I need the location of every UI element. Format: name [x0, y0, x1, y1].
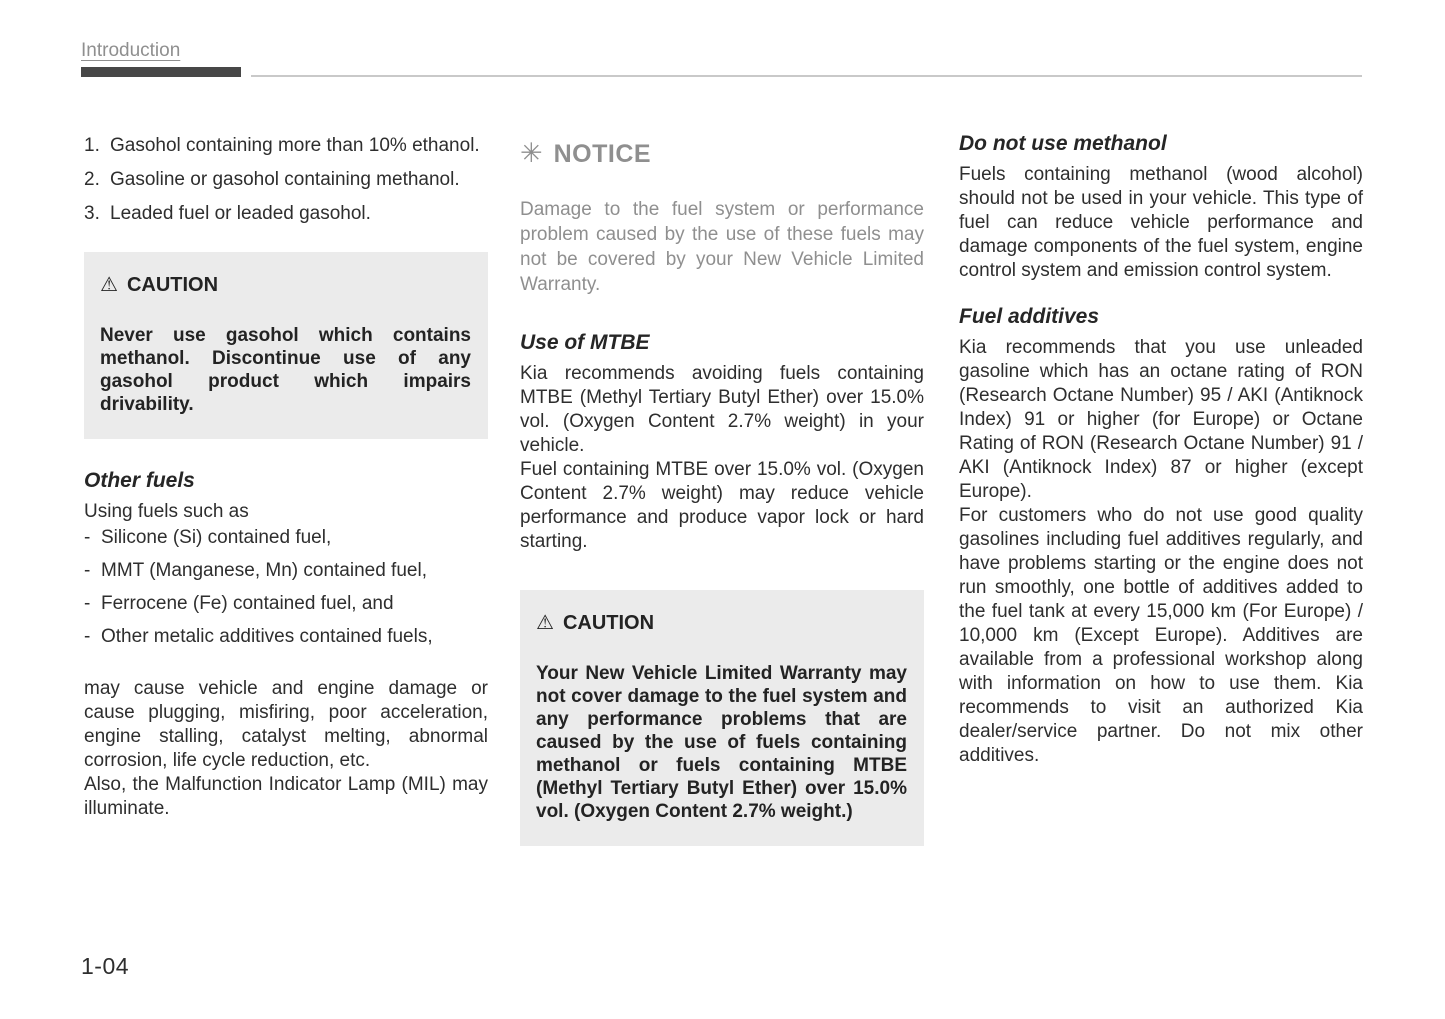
bullet-text: Ferrocene (Fe) contained fuel, and: [101, 593, 394, 614]
numbered-list-item: [84, 202, 488, 226]
caution-box: [84, 252, 488, 439]
page-header: [81, 40, 1362, 77]
bullet-text: Silicone (Si) contained fuel,: [101, 527, 332, 548]
section-heading: Do not use methanol: [959, 132, 1167, 155]
notice-body: Damage to the fuel system or performance problem caused by the use of these fuels may not be covered by your New Vehicle Limited Warranty.: [520, 199, 924, 295]
dash-marker: -: [84, 593, 91, 614]
list-item-text: Leaded fuel or leaded gasohol.: [110, 203, 371, 224]
header-rule: [251, 75, 1362, 77]
notice-icon: ✳: [520, 138, 543, 168]
caution-title-text: CAUTION: [126, 274, 219, 296]
section-heading: Fuel additives: [959, 305, 1100, 328]
bullet-text: Other metalic additives contained fuels,: [101, 626, 433, 647]
numbered-list-item: [84, 168, 488, 192]
page-number: 1-04: [81, 953, 130, 979]
paragraph: Using fuels such as: [84, 501, 249, 522]
paragraph: Also, the Malfunction Indicator Lamp (MIL) may illuminate.: [84, 774, 488, 819]
bullet-item: [84, 526, 488, 550]
caution-body: Your New Vehicle Limited Warranty may not cover damage to the fuel system and any performance problems that are caused by the use of fuels containing methanol or fuels containing MTBE (Methyl Tertiary Butyl Ether) over 15.0% vol. (Oxygen Content 2.7% weight.): [536, 663, 907, 822]
paragraph: Fuels containing methanol (wood alcohol) should not be used in your vehicle. This type of fuel can reduce vehicle performance and damage components of the fuel system, engine control system and emission control system.: [959, 164, 1363, 281]
bullet-item: [84, 592, 488, 616]
paragraph: may cause vehicle and engine damage or cause plugging, misfiring, poor acceleration, engine stalling, catalyst melting, abnormal corrosion, life cycle reduction, etc.: [84, 678, 488, 771]
list-item-text: Gasohol containing more than 10% ethanol.: [110, 135, 480, 156]
paragraph: For customers who do not use good quality gasolines including fuel additives regularly, and have problems starting or the engine does not run smoothly, one bottle of additives added to the fuel tank at every 15,000 km (For Europe) / 10,000 km (Except Europe). Additives are available from a professional workshop along with information on how to use them. Kia recommends to visit an authorized Kia dealer/service partner. Do not mix other additives.: [959, 505, 1363, 766]
dash-marker: -: [84, 527, 91, 548]
numbered-list-item: [84, 134, 488, 158]
caution-title: [100, 273, 471, 297]
warning-icon: ⚠: [536, 612, 554, 634]
paragraph: Fuel containing MTBE over 15.0% vol. (Oxygen Content 2.7% weight) may reduce vehicle performance and produce vapor lock or hard starting.: [520, 459, 924, 552]
caution-body: Never use gasohol which contains methanol. Discontinue use of any gasohol product which impairs drivability.: [100, 325, 471, 415]
dash-marker: -: [84, 626, 91, 647]
paragraph: Kia recommends that you use unleaded gasoline which has an octane rating of RON (Research Octane Number) 95 / AKI (Antiknock Index) 91 or higher (for Europe) or Octane Rating of RON (Research Octane Number) 91 / AKI (Antiknock Index) 87 or higher (except Europe).: [959, 337, 1363, 502]
list-number: 2.: [84, 169, 100, 190]
section-heading: Other fuels: [84, 469, 195, 492]
list-item-text: Gasoline or gasohol containing methanol.: [110, 169, 460, 190]
list-number: 3.: [84, 203, 100, 224]
bullet-item: [84, 625, 488, 649]
header-bar: [81, 67, 241, 77]
bullet-text: MMT (Manganese, Mn) contained fuel,: [101, 560, 427, 581]
header-rule-row: [81, 67, 1362, 77]
notice-title-text: NOTICE: [553, 139, 652, 168]
column-left: [84, 134, 488, 821]
section-heading: Use of MTBE: [520, 331, 650, 354]
notice-title: [520, 140, 924, 167]
dash-marker: -: [84, 560, 91, 581]
section-title: Introduction: [81, 40, 181, 61]
caution-title: [536, 611, 907, 635]
caution-box: [520, 590, 924, 846]
bullet-item: [84, 559, 488, 583]
column-right: [959, 132, 1363, 768]
column-middle: [520, 140, 924, 846]
caution-title-text: CAUTION: [562, 612, 655, 634]
paragraph: Kia recommends avoiding fuels containing MTBE (Methyl Tertiary Butyl Ether) over 15.0% vol. (Oxygen Content 2.7% weight) in your vehicle.: [520, 363, 924, 456]
warning-icon: ⚠: [100, 274, 118, 296]
list-number: 1.: [84, 135, 100, 156]
